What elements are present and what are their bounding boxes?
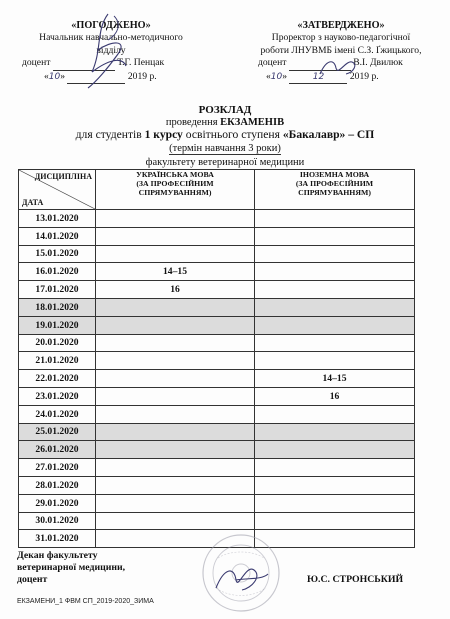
- foreign-exam-cell: [255, 281, 415, 299]
- ukrainian-exam-cell: [96, 441, 255, 459]
- foreign-exam-cell: [255, 227, 415, 245]
- table-row: [19, 298, 415, 316]
- date-cell: 19.01.2020: [19, 316, 96, 334]
- dean-name: Ю.С. СТРОНСЬКИЙ: [307, 574, 404, 585]
- diagonal-header: [19, 170, 95, 209]
- ukrainian-exam-cell: [96, 370, 255, 388]
- ukrainian-exam-cell: [96, 352, 255, 370]
- date-cell: 18.01.2020: [19, 298, 96, 316]
- agreed-handwritten-signature: [78, 10, 138, 92]
- date-cell: 21.01.2020: [19, 352, 96, 370]
- ukrainian-exam-cell: [96, 227, 255, 245]
- foreign-exam-cell: [255, 423, 415, 441]
- ukrainian-exam-cell: [96, 512, 255, 530]
- agreed-date-day: 10: [48, 71, 61, 82]
- dean-block: [17, 550, 125, 586]
- ukrainian-exam-cell: [96, 494, 255, 512]
- ukrainian-exam-cell: [96, 316, 255, 334]
- approved-handwritten-signature: [316, 54, 362, 80]
- table-row: [19, 512, 415, 530]
- date-cell: 16.01.2020: [19, 263, 96, 281]
- document-title: РОЗКЛАД: [198, 104, 252, 116]
- table-row: [19, 334, 415, 352]
- date-cell: 24.01.2020: [19, 405, 96, 423]
- ukrainian-exam-cell: 14–15: [96, 263, 255, 281]
- foreign-exam-cell: [255, 459, 415, 477]
- table-row: [19, 352, 415, 370]
- approved-title: «ЗАТВЕРДЖЕНО»: [297, 20, 385, 31]
- ukrainian-exam-cell: [96, 459, 255, 477]
- approved-name: В.І. Двилюк: [353, 57, 403, 69]
- approved-rank: доцент: [258, 57, 287, 69]
- agreed-name: Т.Г. Пенцак: [117, 57, 165, 69]
- study-term: (термін навчання 3 роки): [169, 143, 281, 154]
- date-cell: 29.01.2020: [19, 494, 96, 512]
- table-row: [19, 370, 415, 388]
- discipline-header: ДИСЦИПЛІНА: [34, 172, 92, 181]
- date-cell: 28.01.2020: [19, 476, 96, 494]
- table-row: [19, 227, 415, 245]
- foreign-exam-cell: [255, 512, 415, 530]
- foreign-exam-cell: [255, 316, 415, 334]
- faculty-line: факультету ветеринарної медицини: [145, 157, 305, 168]
- exam-schedule-table: [18, 169, 415, 548]
- date-cell: 15.01.2020: [19, 245, 96, 263]
- foreign-exam-cell: 16: [255, 387, 415, 405]
- foreign-exam-cell: [255, 494, 415, 512]
- ukrainian-exam-cell: [96, 405, 255, 423]
- corner-header-cell: [19, 170, 96, 210]
- ukrainian-exam-cell: 16: [96, 281, 255, 299]
- document-subtitle: проведення ЕКЗАМЕНІВ: [165, 117, 285, 128]
- date-cell: 31.01.2020: [19, 530, 96, 548]
- date-cell: 17.01.2020: [19, 281, 96, 299]
- ukrainian-exam-cell: [96, 423, 255, 441]
- agreed-rank: доцент: [22, 57, 51, 69]
- foreign-exam-cell: [255, 334, 415, 352]
- document-footer: ЕКЗАМЕНИ_1 ФВМ СП_2019-2020_ЗИМА: [17, 598, 154, 605]
- date-cell: 20.01.2020: [19, 334, 96, 352]
- course: 1 курсу: [144, 128, 183, 141]
- table-row: [19, 405, 415, 423]
- degree: «Бакалавр» – СП: [282, 128, 375, 141]
- date-cell: 30.01.2020: [19, 512, 96, 530]
- approved-date-year: 2019 р.: [349, 70, 379, 82]
- foreign-exam-cell: [255, 245, 415, 263]
- date-cell: 23.01.2020: [19, 387, 96, 405]
- approved-date: «10» 12 2019 р.: [248, 71, 434, 84]
- ukrainian-exam-cell: [96, 298, 255, 316]
- foreign-exam-cell: [255, 263, 415, 281]
- dean-handwritten-signature: [212, 560, 272, 596]
- exams-word: ЕКЗАМЕНІВ: [220, 117, 285, 128]
- agreed-date: «10» 2019 р.: [22, 71, 200, 84]
- approved-position: Проректор з науково-педагогічної: [271, 32, 411, 44]
- table-row: [19, 459, 415, 477]
- ukrainian-exam-cell: [96, 476, 255, 494]
- ukrainian-exam-cell: [96, 245, 255, 263]
- foreign-exam-cell: [255, 210, 415, 228]
- approved-university: роботи ЛНУВМБ імені С.З. Ґжицького,: [260, 44, 422, 56]
- table-row: [19, 423, 415, 441]
- ukrainian-exam-cell: [96, 387, 255, 405]
- agreed-position: Начальник навчально-методичного: [39, 32, 183, 44]
- foreign-exam-cell: [255, 476, 415, 494]
- date-cell: 25.01.2020: [19, 423, 96, 441]
- ukrainian-exam-cell: [96, 334, 255, 352]
- table-header-row: [19, 170, 415, 210]
- dean-title: Декан факультету: [17, 550, 98, 561]
- approved-date-month: 12: [312, 71, 325, 82]
- date-cell: 13.01.2020: [19, 210, 96, 228]
- table-row: [19, 387, 415, 405]
- table-body: [19, 210, 415, 548]
- foreign-exam-cell: 14–15: [255, 370, 415, 388]
- table-row: [19, 316, 415, 334]
- table-row: [19, 210, 415, 228]
- table-row: [19, 263, 415, 281]
- date-cell: 22.01.2020: [19, 370, 96, 388]
- foreign-exam-cell: [255, 405, 415, 423]
- table-row: [19, 281, 415, 299]
- approved-date-day: 10: [270, 71, 283, 82]
- table-row: [19, 494, 415, 512]
- date-header: ДАТА: [22, 198, 44, 207]
- foreign-exam-cell: [255, 298, 415, 316]
- date-cell: 26.01.2020: [19, 441, 96, 459]
- foreign-exam-cell: [255, 352, 415, 370]
- agreed-department: відділу: [96, 44, 126, 56]
- dean-rank: доцент: [17, 574, 48, 585]
- foreign-exam-cell: [255, 441, 415, 459]
- table-row: [19, 476, 415, 494]
- table-row: [19, 441, 415, 459]
- agreed-title: «ПОГОДЖЕНО»: [71, 20, 151, 31]
- ukrainian-exam-cell: [96, 210, 255, 228]
- table-row: [19, 245, 415, 263]
- column-foreign-header: ІНОЗЕМНА МОВА (ЗА ПРОФЕСІЙНИМ СПРЯМУВАННЯМ): [255, 170, 415, 210]
- students-line: для студентів 1 курсу освітнього ступеня «Бакалавр» – СП: [75, 128, 375, 141]
- dean-faculty: ветеринарної медицини,: [17, 562, 126, 573]
- date-cell: 14.01.2020: [19, 227, 96, 245]
- agreed-date-year: 2019 р.: [127, 70, 157, 82]
- date-cell: 27.01.2020: [19, 459, 96, 477]
- column-ukrainian-header: УКРАЇНСЬКА МОВА (ЗА ПРОФЕСІЙНИМ СПРЯМУВАННЯМ): [96, 170, 255, 210]
